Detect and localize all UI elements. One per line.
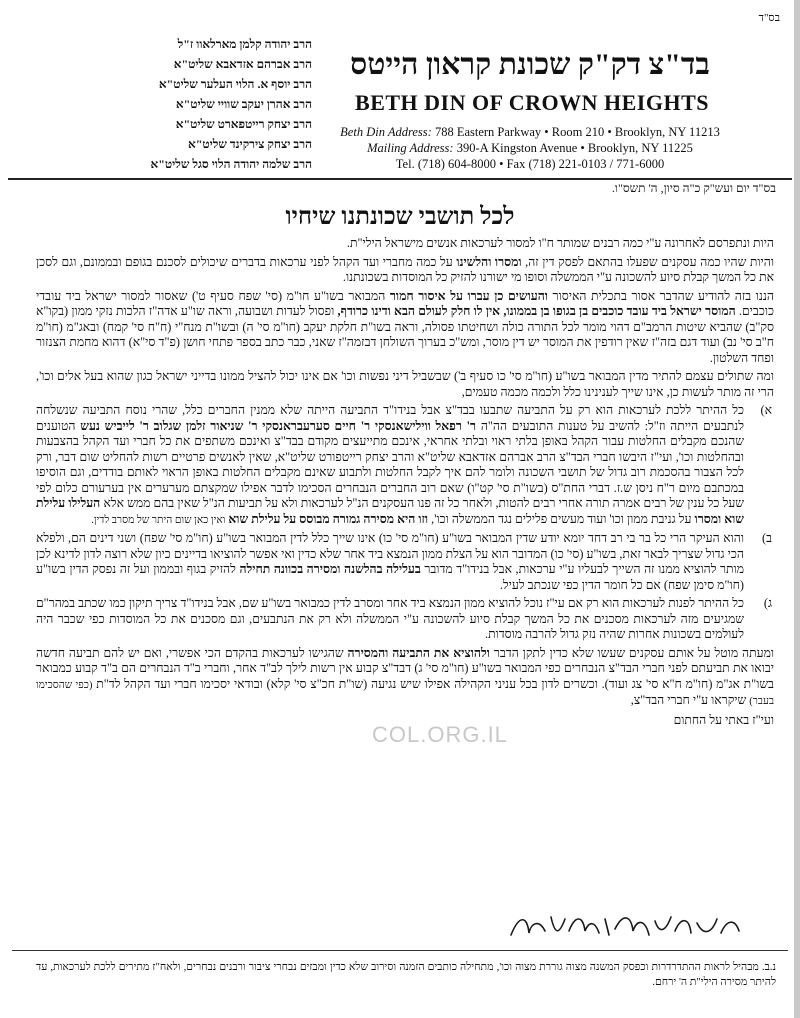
mailing-label: Mailing Address: bbox=[367, 141, 454, 155]
paragraph-text: שיקראו ע"י חברי הבד"צ, bbox=[630, 693, 747, 707]
emphasis-text: וזו היא מסירה גמורה מבוסס על עלילת שוא bbox=[228, 511, 429, 526]
paragraph-text: על גניבת ממון וכו' ועוד מעשים פלילים נגד הממשלה וכו', bbox=[431, 511, 692, 526]
section-alef bbox=[36, 403, 774, 528]
emphasis-text: ר' רפאל ווילישאנסקי ר' חיים סערעבראנסקי ר' שניאור זלמן שגלוב ר' לייביש נעש bbox=[80, 418, 477, 433]
paragraph-text: המבואר בשו"ע חו"מ (סי' שפח סעיף ט') שאסור למסור ישראל ביד עובדי כוכבים. bbox=[36, 288, 774, 318]
paragraph bbox=[36, 236, 774, 252]
section-marker: א) bbox=[760, 403, 772, 417]
paragraph-text: והיות שהיו כמה עסקנים שפעלו בהתאם לפסק דין זה, bbox=[525, 254, 774, 269]
section-text bbox=[36, 403, 744, 528]
paragraph-text: ופסול לעדות ושבועה, וראה שו"ע אדה"ז הלכות נזקי ממון (בקו"א סק"ב) שהביא שיטות הרמב"ם דהוי מומר לכל התורה כולה ושחיטתו פסולה, וראה בשו"ת חלקת יעקב (חו"מ סי' ה) ובשו"ת מנח"י (ח"ח סי' קמח) ובאג"מ (חו"מ ח"ב סי' נב) ועוד דגם בזה"ז שאין רודפין את המוסר יש דין מוסר, ומש"כ בערוך השולחן דבזמה"ז שאני, כבר כתב בספר פתחי חושן (פ"ד סי"א) דהוא מחמת הצנזור ופחד השלטון. bbox=[36, 304, 774, 365]
paragraph-text: ועי"ז באתי על החתום bbox=[673, 712, 774, 727]
paragraph-text: ומעתה מוטל על אותם עסקנים שעשו שלא כדין לתקן הדבר bbox=[493, 645, 775, 660]
phone-fax-line: Tel. (718) 604-8000 • Fax (718) 221-0103 / 771-6000 bbox=[395, 157, 665, 171]
paragraph-text: על כמה מחברי ועד הקהל לפני ערכאות בדברים שיכולים לסכנם בגופם ובממונם, וגם לסכן את כל המשך קבלת סיוע להשכונה ע"י הממשלה וסופו מי ישורנו להזיק כל המוסדות בשכונתנו. bbox=[36, 254, 774, 284]
emphasis-text: ומסרו והלשינו bbox=[456, 254, 522, 269]
section-marker: ב) bbox=[761, 531, 772, 545]
paragraph-text: שהגישו לערכאות בהקדם הכי אפשרי, ואם יש להם תביעה חדשה יבואו את תביעתם לפני חברי הבד"צ הנבחרים כפי המבואר בשו"ע (חו"מ סי' ג) דבד"צ קבוע אין רשות לילך לב"ד אחר, וחברי ב"ד הנבחרים הם ב"ד קבוע כמבואר בשו"ת אג"מ (חו"מ ח"א סי' צג ועוד). וכשרים לדון בכל עניני הקהילה אפילו שיש נגיעה (שו"ת חכ"צ סי' קלא) ובודאי יסכימו חברי ועד הקהל לד"ת bbox=[36, 645, 774, 691]
rabbi-name: הרב אברהם אזדאבא שליט"א bbox=[173, 57, 312, 71]
rabbis-list bbox=[92, 34, 312, 174]
address-value: 788 Eastern Parkway • Room 210 • Brooklyn, NY 11213 bbox=[434, 125, 720, 139]
footnote: נ.ב. מבהיל לראות ההתדרדרות וכפסק המשנה מצוה גוררת מצוה וכו', מתחילה כותבים הזמנה וסירוב שלא כדין ומבזים נבחרי ציבור ורבנים נבחרים, ולאח"ז מתירים ללכת לערכאות, עד להיתר מסירה הילי"ת ה' ירחם. bbox=[36, 961, 776, 988]
address-label: Beth Din Address: bbox=[340, 125, 432, 139]
paragraph bbox=[36, 646, 774, 710]
paragraph-text: היות ונתפרסם לאחרונה ע"י כמה רבנים שמותר ח"ו למסור לערכאות אנשים מישראל הילי"ת. bbox=[346, 236, 774, 250]
handwritten-signature bbox=[505, 905, 745, 945]
letter-heading: לכל תושבי שכונתנו שיחיו bbox=[285, 204, 515, 230]
paragraph-text: ואין כאן שום היתר של מסרב לדין. bbox=[91, 514, 226, 526]
mailing-address-line bbox=[300, 140, 760, 156]
section-marker: ג) bbox=[763, 596, 772, 610]
paragraph bbox=[36, 369, 774, 400]
section-text bbox=[36, 596, 744, 643]
paragraph-text: הטוענים שהנכם מקבלים החלטות עבור הקהל באופן בלתי ראוי ובלתי אחראי, אינכם מתייעצים מקודם בבד"צ ואינכם משתפים את כל חברי ועד הקהל בהצבעות ובהחלטות וכו', ועי"ז היבשו חברי הבד"צ הרב אברהם אזדאבא שליט"א והרב יצחק רייטפורט שליט"א, שאין לאנשים פרטיים רשות להחליט שום דבר, ורק לכל הצבור בהסכמת רוב גדול של תושבי השכונה ולומר להם איך לקבל החלטות ולתבוע שאינם מקבלים החלטות באופן הראוי לאותם בודדים, וגם הוסיפו במכתבם מיום ר"ח ניסן ש.ז. דברי החת"ס (בשו"ת סי' קט"ו) שאם רוב החברים הנבחרים הסכימו לדבר אפילו שמקצתם מערערים אין בערעורם כלום לפי שעל כל ענין של רבים אמרה תורה אחרי רבים להטות, ולאחר כל זה פנו העסקנים הנ"ל לערכאות ולא על תביעות הנ"ל שאין בהם ממש אלא bbox=[36, 418, 745, 510]
bsd-mark: בס"ד bbox=[758, 12, 780, 24]
rabbi-name: הרב יוסף א. הלוי העלער שליט"א bbox=[158, 77, 312, 91]
section-bet bbox=[36, 531, 774, 593]
emphasis-text: בעלילה בהלשנה ומסירה בכוונה תחילה bbox=[239, 562, 421, 576]
section-gimel bbox=[36, 596, 774, 643]
paragraph bbox=[36, 255, 774, 286]
rabbi-name: הרב יהודה קלמן מארלאוו ז"ל bbox=[177, 37, 312, 51]
letter-body bbox=[36, 236, 774, 731]
paragraph-text: הננו בזה להודיע שהדבר אסור בתכלית האיסור bbox=[552, 288, 774, 303]
mailing-value: 390-A Kingston Avenue • Brooklyn, NY 11225 bbox=[456, 141, 693, 155]
watermark: COL.ORG.IL bbox=[372, 722, 508, 747]
footnote-rule bbox=[12, 950, 788, 951]
rabbi-name: הרב יצחק צירקינד שליט"א bbox=[188, 137, 312, 151]
page-edge bbox=[794, 0, 800, 1018]
rabbi-name: הרב שלמה יהודה הלוי סגל שליט"א bbox=[150, 157, 312, 171]
letterhead-title-hebrew: בד"צ דק"ק שכונת קראון הייטס bbox=[350, 48, 710, 81]
paragraph bbox=[36, 289, 774, 367]
paragraph-text: (כפי שהסכימו בעבר) bbox=[36, 679, 774, 707]
rabbi-name: הרב אהרן יעקב שוויי שליט"א bbox=[175, 97, 312, 111]
paragraph-text: להזיק בגוף ובממון ועל זה נפסק הדין בשו"ע (חו"מ סימן שפח) אם כל חומר הדין כפי שנכתב לעיל. bbox=[36, 562, 744, 592]
section-text bbox=[36, 531, 744, 593]
paragraph-text: ומה שתולים עצמם להתיר מדין המבואר בשו"ע (חו"מ סי' כו סעיף ב') שבשביל דיני נפשות וכו' אם אינו יכול להציל ממונו בדייני ישראל כגון שהוא בעל אלים וכו', הרי זה מותר לעשות כן, אינו שייך לענינינו כלל ולכמה מכמה טעמים, bbox=[36, 369, 774, 399]
beth-din-address-line bbox=[300, 124, 760, 140]
emphasis-text: ולהוציא את התביעה והמסירה bbox=[347, 645, 490, 660]
letter-date: בס"ד יום ועש"ק כ"ה סיון, ה' תשס"ו. bbox=[611, 181, 776, 195]
paragraph-text: כל ההיתר לפנות לערכאות הוא רק אם עי"ז נוכל להוציא ממון הנמצא ביד אחר ומסרב לדין כמבואר בשו"ע שם, אבל בנידו"ד צריך תיקון כמו שכתב במהר"ם שמגיעים מזה לערכאות מסכנים את כל המשך קבלת סיוע להשכונה ע"י הממשלה ולא רק את הנתבעים, וגם מסכנים את כל המוסדות כפי שכבר היה לעולמים בשכונות אחרות שהיה נזק גדול להרבה מוסדות. bbox=[36, 596, 744, 641]
paragraph-text: כל ההיתר ללכת לערכאות הוא רק על התביעה שתבעו בבד"צ אבל בנידו"ד התביעה הייתה שלא ממנין החברים כלל, שהרי נוסח התביעה שנשלחה לנתבעים הייתה וז"ל: להשיב על טענות התובעים הה"ה bbox=[36, 403, 744, 433]
emphasis-text: העלילו עלילת שוא ומסרו bbox=[36, 496, 744, 526]
header-rule bbox=[8, 178, 792, 180]
rabbi-name: הרב יצחק רייטפארט שליט"א bbox=[175, 117, 312, 131]
letterhead-title-english: BETH DIN OF CROWN HEIGHTS bbox=[355, 90, 709, 115]
letterhead-addresses bbox=[300, 124, 760, 172]
emphasis-text: והעושים כן עברו על איסור חמור bbox=[389, 288, 548, 303]
emphasis-text: המוסר ישראל ביד עובד כוכבים בן בגופו בן בממונו, אין לו חלק לעולם הבא ודינו כרודף, bbox=[337, 304, 736, 318]
paragraph-text: והוא העיקר הרי כל בר בי רב דחד יומא יודע שדין המבואר בשו"ע (חו"מ סי' כו) אינו שייך כלל לדין המבואר בשו"ע (חו"מ סי' שפח) ושני דינים הם, ולפלא הכי גדול שצריך לבאר זאת, בשו"ע (סי' כו) המדובר הוא על הצלת ממון הנמצא ביד אחר שלא כדין ואי אפשר להוציאו בדיינים כיון שלא רוצה לדון לדינא לכן מותר להוציא ממנו זה השייך לבעליו ע"י ערכאות, אבל בנידו"ד מדובר bbox=[36, 531, 744, 576]
